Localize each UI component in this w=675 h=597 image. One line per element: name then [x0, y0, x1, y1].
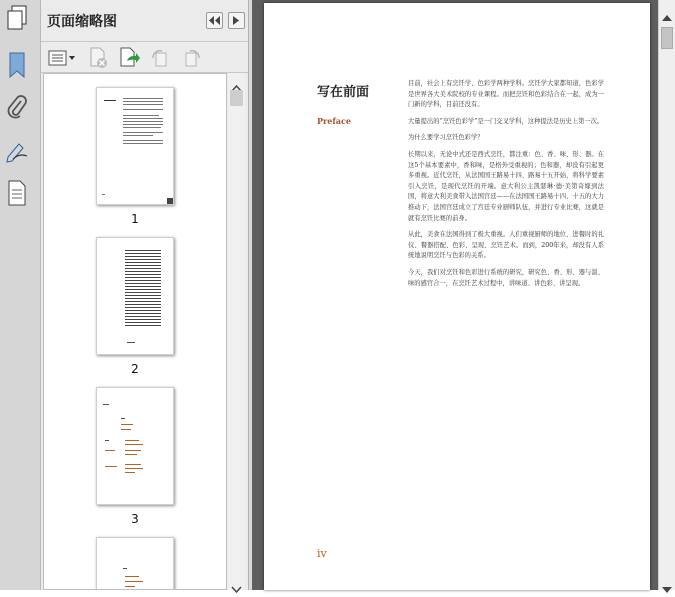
- document-scrollbar[interactable]: [658, 0, 675, 590]
- delete-pages-button[interactable]: [87, 46, 111, 70]
- paragraph: 为什么要学习烹饪色彩学？: [408, 134, 484, 142]
- chevron-right-icon: [233, 16, 240, 25]
- rotate-right-icon: [182, 48, 202, 68]
- thumbnail-panel: [41, 0, 248, 590]
- thumbnail-toolbar: [41, 43, 248, 73]
- paragraph: 大量提出的“烹饪色彩学”是一门交叉学科，这种提法是历史上第一次。: [408, 117, 604, 125]
- page-thumbnail-4[interactable]: [96, 537, 174, 590]
- document-view[interactable]: [252, 0, 658, 590]
- signature-icon[interactable]: [5, 136, 29, 166]
- thumbnail-label: 3: [131, 512, 139, 526]
- page-thumbnail-3[interactable]: [96, 387, 174, 505]
- thumbnail-label: 2: [131, 362, 139, 376]
- expand-panel-button[interactable]: [228, 12, 245, 29]
- double-chevron-left-icon: [209, 16, 220, 25]
- rotate-right-button[interactable]: [180, 46, 204, 70]
- scroll-thumb[interactable]: [661, 27, 673, 49]
- paragraph: 目前，社会上有烹饪学、色彩学两种学科。烹饪学大家都知道，色彩学是世界各大美术院校的专业课程。而把烹饪和色彩结合在一起，成为一门新的学科，目前还没有。: [408, 80, 604, 109]
- scroll-up-arrow-icon[interactable]: [662, 6, 672, 25]
- paragraph: 今天，我们对烹饪和色彩进行系统的研究，研究色、香、形、器与温、味的感官合一，在烹饪艺术过程中，讲味道、讲色彩、讲呈现。: [408, 268, 604, 287]
- thumbnail-list[interactable]: [43, 73, 227, 590]
- thumbnail-label: 1: [131, 212, 139, 226]
- rotate-left-button[interactable]: [148, 46, 172, 70]
- navigation-pane-strip: [0, 0, 41, 590]
- document-page: [264, 3, 650, 590]
- attachment-icon[interactable]: [5, 93, 29, 123]
- paragraph: 从此，美食在法国得到了极大重视。人们重视厨师的地位、进餐时的礼仪、餐器搭配、色彩、呈现、烹饪艺术。而到，200年来，却没有人系统地说明烹饪与色彩的关系。: [408, 231, 604, 260]
- collapse-panel-button[interactable]: [206, 12, 223, 29]
- rotate-left-icon: [150, 48, 170, 68]
- panel-title: 页面缩略图: [47, 14, 117, 30]
- page-number: iv: [317, 547, 327, 560]
- page-thumbnail-1[interactable]: [96, 87, 174, 205]
- delete-page-icon: [89, 47, 109, 69]
- options-menu-button[interactable]: [47, 46, 77, 70]
- page-thumbnail-2[interactable]: [96, 237, 174, 355]
- page-body: [408, 79, 604, 295]
- bookmark-icon[interactable]: [5, 50, 29, 80]
- panel-header: [41, 0, 248, 42]
- pages-panel-icon[interactable]: [5, 3, 29, 33]
- scroll-down-arrow-icon[interactable]: [231, 578, 242, 597]
- scroll-thumb[interactable]: [230, 90, 243, 106]
- scroll-down-arrow-icon[interactable]: [662, 578, 672, 597]
- page-icon[interactable]: [5, 178, 29, 208]
- thumbnail-scrollbar[interactable]: [228, 73, 245, 590]
- insert-pages-button[interactable]: [118, 46, 142, 70]
- insert-page-icon: [119, 47, 141, 69]
- paragraph: 长期以来，无论中式还是西式烹饪，都注重：色、香、味、形、器。在这5个基本要素中，香和味，是格外受重视的；色和器，却没有引起更多重视。近代烹饪，从法国国王路易十四、路易十五开始，将科学要素引入烹饪，是现代烹饪的开端。意大利公主凯瑟琳·德·美第奇嫁到法国，将意大利美食带入法国宫廷——在法国国王路易十四、十五的大力推动下，法国宫廷成立了宫廷专业厨师队伍，并进行专业比赛，这就是就有烹饪比赛的前身。: [408, 150, 604, 222]
- list-options-icon: [48, 50, 76, 66]
- page-subheading: Preface: [317, 116, 351, 126]
- page-heading: 写在前面: [317, 85, 370, 100]
